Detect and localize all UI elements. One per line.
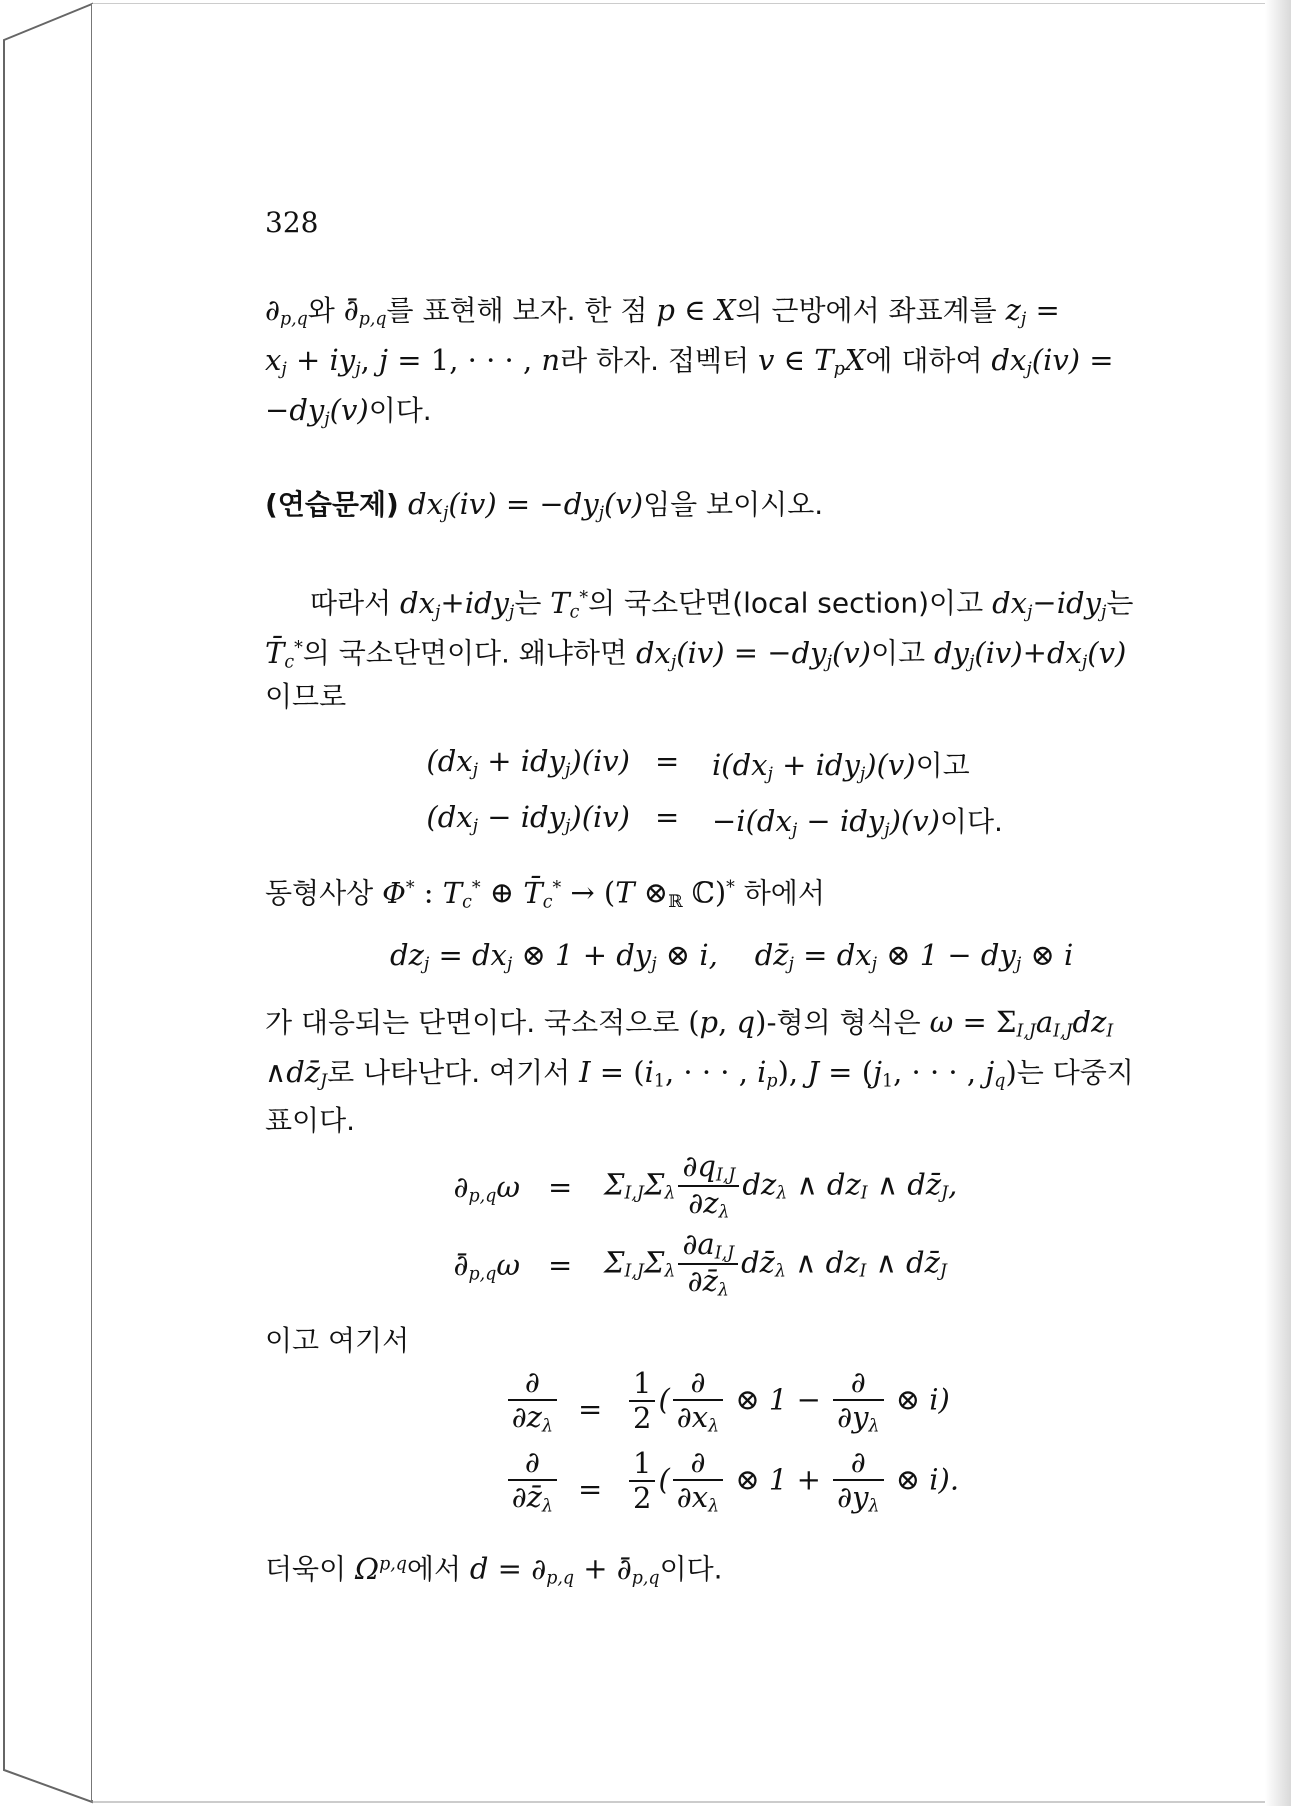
eq-partial-row-2: $\frac{\partial}{\partial z̄_\lambda}$ = $\frac{1}{2}$ ( $\frac{\partial}{\partial x_\lambda}$ ⊗ 1 + $\frac{\partial}{\partial y_\lambda}$ ⊗ i). bbox=[0, 1446, 1291, 1536]
eq-dbar-row-1: $\partial_{p,q}\omega$ = $\Sigma_{I,J}\Sigma_\lambda$ $\frac{\partial q_{I,J}}{\partial z_\lambda}$ $dz_\lambda$ ∧ $dz_I$ ∧ $dz̄_J$, bbox=[453, 1149, 958, 1223]
exercise-line: (연습문제) $dx_j(iv) = -dy_j(v)$임을 보이시오. bbox=[265, 487, 824, 524]
para1-line3: $-dy_j(v)$이다. bbox=[265, 393, 432, 430]
exercise-label: (연습문제) bbox=[265, 488, 399, 521]
para1-line1: $\partial_{p,q}$와 $\partial̄_{p,q}$를 표현해 보자. 한 점 p ∈ X의 근방에서 좌표계를 $z_j$ = bbox=[265, 293, 1060, 330]
para3-line3: 표이다. bbox=[265, 1104, 356, 1137]
eq-row-2: $(dx_j - idy_j)(iv)$ = $-i(dx_j - idy_j)(v)$이다. bbox=[426, 800, 1003, 841]
eq-partial-row-1: $\frac{\partial}{\partial z_\lambda}$ = $\frac{1}{2}$ ( $\frac{\partial}{\partial x_\lambda}$ ⊗ 1 − $\frac{\partial}{\partial y_\lambda}$ ⊗ i) bbox=[0, 1366, 1291, 1456]
page-number: 328 bbox=[265, 206, 319, 239]
para2-line3: 이므로 bbox=[265, 680, 347, 713]
para5-line: 더욱이 Ω$^{p,q}$에서 $d = \partial_{p,q}$ + $\partial̄_{p,q}$이다. bbox=[265, 1551, 723, 1588]
eq-dbar-row-2: $\partial̄_{p,q}\omega$ = $\Sigma_{I,J}\Sigma_\lambda$ $\frac{\partial a_{I,J}}{\partial z̄_\lambda}$ $dz̄_\lambda$ ∧ $dz_I$ ∧ $dz̄_J$ bbox=[453, 1227, 947, 1301]
para3-line1: 가 대응되는 단면이다. 국소적으로 (p, q)-형의 형식은 $\omega = \Sigma_{I,J}a_{I,J}dz_I$ bbox=[265, 1005, 1114, 1042]
eq-row-1: $(dx_j + idy_j)(iv)$ = $i(dx_j + idy_j)(v)$이고 bbox=[426, 744, 970, 785]
para3-line2: $\wedge dz̄_J$로 나타난다. 여기서 $I = (i_1$, · · · , $i_p$), $J = (j_1$, · · · , $j_q$)는 다중지 bbox=[265, 1055, 1134, 1092]
iso-line: 동형사상 Φ* : $T_c^*$ ⊕ $T̄_c^* \to (T$ $\otimes_ℝ$ ℂ)* 하에서 bbox=[265, 875, 825, 912]
para2-line2: $T̄_c^*$의 국소단면이다. 왜냐하면 $dx_j(iv) = -dy_j(v)$이고 $dy_j(iv)+dx_j(v)$ bbox=[265, 635, 1127, 672]
dz-equation: $dz_j = dx_j$ ⊗ $1 + dy_j$ ⊗ i, $dz̄_j = dx_j$ ⊗ $1 - dy_j$ ⊗ i bbox=[390, 938, 1074, 975]
para2-line1: 따라서 $dx_j+idy_j$는 $T_c^*$의 국소단면(local section)이고 $dx_j-idy_j$는 bbox=[310, 585, 1134, 622]
para1-line2: $x_j + iy_j$, j = 1, · · · , n라 하자. 접벡터 v ∈ $T_pX$에 대하여 $dx_j(iv)$ = bbox=[265, 343, 1114, 380]
para4-line: 이고 여기서 bbox=[265, 1324, 410, 1357]
